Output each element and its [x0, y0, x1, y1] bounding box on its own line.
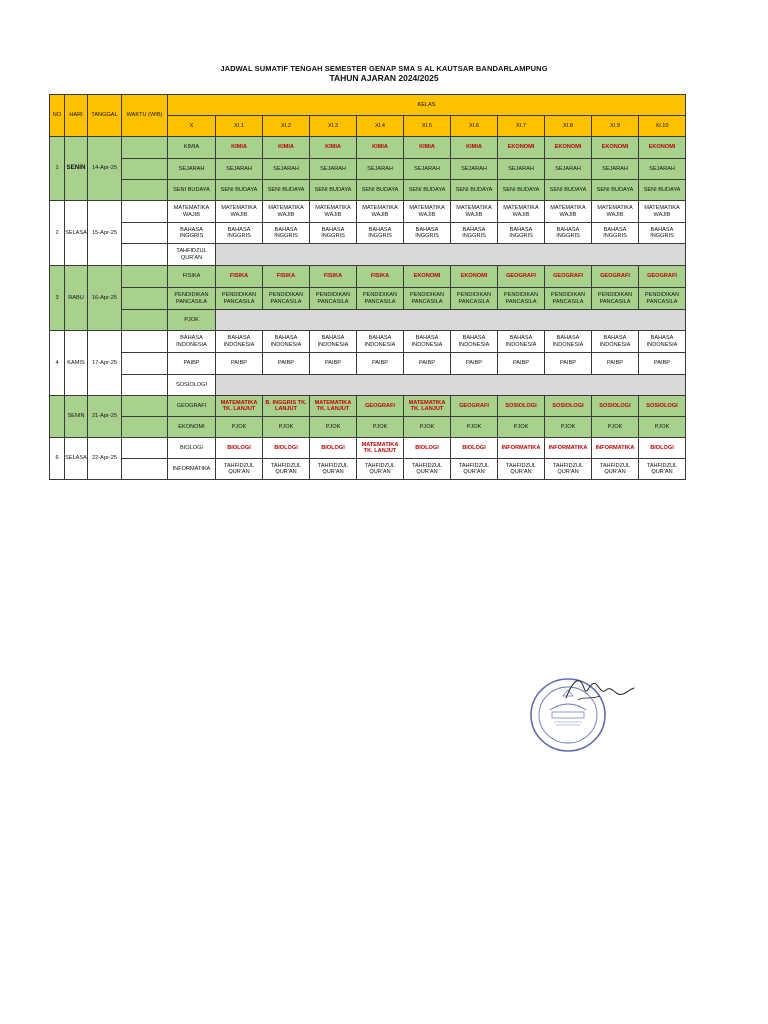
subject-cell: PENDIDIKAN PANCASILA — [498, 288, 545, 310]
subject-cell: B. INGGRIS TK. LANJUT — [263, 396, 310, 417]
subject-cell: KIMIA — [357, 137, 404, 159]
subject-cell: TAHFIDZUL QUR'AN — [639, 459, 686, 480]
subject-cell: BAHASA INGGRIS — [310, 223, 357, 244]
subject-cell: PENDIDIKAN PANCASILA — [263, 288, 310, 310]
subject-cell: BAHASA INDONESIA — [263, 331, 310, 353]
day-name: SENIN — [65, 137, 88, 201]
subject-cell: PJOK — [639, 417, 686, 438]
subject-cell: BAHASA INDONESIA — [545, 331, 592, 353]
time-cell — [122, 438, 168, 459]
subject-cell: EKONOMI — [639, 137, 686, 159]
day-number: 6 — [50, 438, 65, 480]
subject-cell: PJOK — [216, 417, 263, 438]
subject-cell: TAHFIDZUL QUR'AN — [357, 459, 404, 480]
document-title: JADWAL SUMATIF TENGAH SEMESTER GENAP SMA S AL KAUTSAR BANDARLAMPUNG — [220, 64, 548, 73]
subject-cell: PENDIDIKAN PANCASILA — [451, 288, 498, 310]
subject-cell: PAIBP — [498, 353, 545, 375]
empty-cell — [216, 310, 686, 331]
time-cell — [122, 331, 168, 353]
table-row — [50, 417, 686, 438]
table-row — [50, 310, 686, 331]
day-name: SELASA — [65, 201, 88, 266]
subject-cell: SENI BUDAYA — [357, 180, 404, 201]
subject-cell: BAHASA INDONESIA — [498, 331, 545, 353]
header-kelas: KELAS — [168, 95, 686, 116]
subject-cell: TAHFIDZUL QUR'AN — [451, 459, 498, 480]
header-class: XI.2 — [263, 116, 310, 137]
time-cell — [122, 288, 168, 310]
subject-cell: TAHFIDZUL QUR'AN — [498, 459, 545, 480]
subject-cell: INFORMATIKA — [592, 438, 639, 459]
subject-cell: PJOK — [404, 417, 451, 438]
subject-cell: PAIBP — [592, 353, 639, 375]
subject-cell: KIMIA — [263, 137, 310, 159]
subject-cell: KIMIA — [216, 137, 263, 159]
subject-cell: BAHASA INDONESIA — [357, 331, 404, 353]
subject-cell: SEJARAH — [451, 159, 498, 180]
subject-cell: SEJARAH — [263, 159, 310, 180]
time-cell — [122, 459, 168, 480]
table-row — [50, 180, 686, 201]
subject-cell: TAHFIDZUL QUR'AN — [168, 244, 216, 266]
subject-cell: PAIBP — [639, 353, 686, 375]
header-class: XI.9 — [592, 116, 639, 137]
table-row — [50, 159, 686, 180]
header-class: XI.1 — [216, 116, 263, 137]
day-date: 21-Apr-25 — [88, 396, 122, 438]
subject-cell: SOSIOLOGI — [592, 396, 639, 417]
subject-cell: KIMIA — [168, 137, 216, 159]
day-name: SENIN — [65, 396, 88, 438]
table-row — [50, 266, 686, 288]
subject-cell: PJOK — [592, 417, 639, 438]
header-class: XI.5 — [404, 116, 451, 137]
subject-cell: SOSIOLOGI — [168, 375, 216, 396]
subject-cell: BIOLOGI — [216, 438, 263, 459]
schedule-table — [49, 94, 686, 480]
subject-cell: SEJARAH — [357, 159, 404, 180]
table-row — [50, 244, 686, 266]
subject-cell: SENI BUDAYA — [451, 180, 498, 201]
subject-cell: FISIKA — [310, 266, 357, 288]
subject-cell: MATEMATIKA WAJIB — [168, 201, 216, 223]
subject-cell: BAHASA INDONESIA — [216, 331, 263, 353]
subject-cell: SENI BUDAYA — [498, 180, 545, 201]
subject-cell: MATEMATIKA WAJIB — [357, 201, 404, 223]
subject-cell: KIMIA — [310, 137, 357, 159]
subject-cell: GEOGRAFI — [357, 396, 404, 417]
subject-cell: PJOK — [357, 417, 404, 438]
header-class: X — [168, 116, 216, 137]
subject-cell: TAHFIDZUL QUR'AN — [592, 459, 639, 480]
day-number: 2 — [50, 201, 65, 266]
subject-cell: SEJARAH — [498, 159, 545, 180]
subject-cell: BAHASA INGGRIS — [216, 223, 263, 244]
subject-cell: BAHASA INDONESIA — [404, 331, 451, 353]
subject-cell: EKONOMI — [404, 266, 451, 288]
subject-cell: BAHASA INGGRIS — [545, 223, 592, 244]
header-class: XI.10 — [639, 116, 686, 137]
subject-cell: INFORMATIKA — [498, 438, 545, 459]
subject-cell: PAIBP — [357, 353, 404, 375]
subject-cell: MATEMATIKA TK. LANJUT — [404, 396, 451, 417]
subject-cell: BIOLOGI — [639, 438, 686, 459]
subject-cell: PJOK — [451, 417, 498, 438]
subject-cell: BAHASA INGGRIS — [498, 223, 545, 244]
time-cell — [122, 180, 168, 201]
day-date: 15-Apr-25 — [88, 201, 122, 266]
header-class: XI.6 — [451, 116, 498, 137]
subject-cell: PENDIDIKAN PANCASILA — [216, 288, 263, 310]
subject-cell: SENI BUDAYA — [545, 180, 592, 201]
subject-cell: SEJARAH — [545, 159, 592, 180]
subject-cell: BIOLOGI — [404, 438, 451, 459]
subject-cell: FISIKA — [357, 266, 404, 288]
time-cell — [122, 137, 168, 159]
subject-cell: BIOLOGI — [263, 438, 310, 459]
academic-year-title: TAHUN AJARAN 2024/2025 — [329, 73, 439, 83]
subject-cell: MATEMATIKA WAJIB — [216, 201, 263, 223]
subject-cell: SEJARAH — [216, 159, 263, 180]
header-class: XI.4 — [357, 116, 404, 137]
subject-cell: MATEMATIKA WAJIB — [592, 201, 639, 223]
header-class: XI.3 — [310, 116, 357, 137]
table-row — [50, 396, 686, 417]
subject-cell: BAHASA INDONESIA — [168, 331, 216, 353]
subject-cell: PAIBP — [216, 353, 263, 375]
subject-cell: TAHFIDZUL QUR'AN — [310, 459, 357, 480]
table-row — [50, 137, 686, 159]
subject-cell: GEOGRAFI — [451, 396, 498, 417]
table-row — [50, 331, 686, 353]
subject-cell: PJOK — [263, 417, 310, 438]
time-cell — [122, 266, 168, 288]
subject-cell: MATEMATIKA WAJIB — [545, 201, 592, 223]
subject-cell: GEOGRAFI — [639, 266, 686, 288]
empty-cell — [216, 244, 686, 266]
subject-cell: EKONOMI — [498, 137, 545, 159]
subject-cell: MATEMATIKA WAJIB — [498, 201, 545, 223]
subject-cell: BAHASA INGGRIS — [168, 223, 216, 244]
day-date: 16-Apr-25 — [88, 266, 122, 331]
signature — [560, 670, 640, 710]
header-no: NO — [50, 95, 65, 137]
subject-cell: PJOK — [168, 310, 216, 331]
subject-cell: BAHASA INGGRIS — [451, 223, 498, 244]
subject-cell: SEJARAH — [168, 159, 216, 180]
subject-cell: SENI BUDAYA — [404, 180, 451, 201]
table-row — [50, 201, 686, 223]
subject-cell: FISIKA — [263, 266, 310, 288]
subject-cell: SOSIOLOGI — [498, 396, 545, 417]
subject-cell: GEOGRAFI — [545, 266, 592, 288]
header-row — [50, 95, 686, 116]
subject-cell: SENI BUDAYA — [310, 180, 357, 201]
time-cell — [122, 396, 168, 417]
table-row — [50, 288, 686, 310]
subject-cell: KIMIA — [404, 137, 451, 159]
subject-cell: PAIBP — [310, 353, 357, 375]
subject-cell: TAHFIDZUL QUR'AN — [263, 459, 310, 480]
subject-cell: BAHASA INDONESIA — [639, 331, 686, 353]
table-row — [50, 223, 686, 244]
day-name: SELASA — [65, 438, 88, 480]
subject-cell: TAHFIDZUL QUR'AN — [216, 459, 263, 480]
time-cell — [122, 159, 168, 180]
time-cell — [122, 244, 168, 266]
time-cell — [122, 310, 168, 331]
day-date: 17-Apr-25 — [88, 331, 122, 396]
subject-cell: PAIBP — [404, 353, 451, 375]
subject-cell: BAHASA INGGRIS — [404, 223, 451, 244]
subject-cell: PENDIDIKAN PANCASILA — [592, 288, 639, 310]
subject-cell: PAIBP — [451, 353, 498, 375]
subject-cell: PENDIDIKAN PANCASILA — [639, 288, 686, 310]
subject-cell: EKONOMI — [451, 266, 498, 288]
subject-cell: INFORMATIKA — [168, 459, 216, 480]
subject-cell: BAHASA INDONESIA — [451, 331, 498, 353]
subject-cell: PENDIDIKAN PANCASILA — [168, 288, 216, 310]
subject-cell: BIOLOGI — [310, 438, 357, 459]
subject-cell: SOSIOLOGI — [545, 396, 592, 417]
header-waktu: WAKTU (WIB) — [122, 95, 168, 137]
subject-cell: MATEMATIKA WAJIB — [451, 201, 498, 223]
day-number — [50, 396, 65, 438]
time-cell — [122, 375, 168, 396]
subject-cell: SEJARAH — [310, 159, 357, 180]
subject-cell: INFORMATIKA — [545, 438, 592, 459]
subject-cell: MATEMATIKA WAJIB — [404, 201, 451, 223]
subject-cell: FISIKA — [216, 266, 263, 288]
subject-cell: PJOK — [498, 417, 545, 438]
subject-cell: SENI BUDAYA — [168, 180, 216, 201]
table-row — [50, 375, 686, 396]
subject-cell: MATEMATIKA WAJIB — [310, 201, 357, 223]
subject-cell: MATEMATIKA WAJIB — [263, 201, 310, 223]
subject-cell: BAHASA INGGRIS — [357, 223, 404, 244]
subject-cell: GEOGRAFI — [592, 266, 639, 288]
subject-cell: EKONOMI — [592, 137, 639, 159]
table-row — [50, 459, 686, 480]
day-date: 22-Apr-25 — [88, 438, 122, 480]
time-cell — [122, 201, 168, 223]
subject-cell: EKONOMI — [545, 137, 592, 159]
subject-cell: BAHASA INDONESIA — [592, 331, 639, 353]
subject-cell: FISIKA — [168, 266, 216, 288]
subject-cell: PAIBP — [168, 353, 216, 375]
subject-cell: BIOLOGI — [168, 438, 216, 459]
table-row — [50, 438, 686, 459]
day-number: 3 — [50, 266, 65, 331]
subject-cell: SENI BUDAYA — [592, 180, 639, 201]
day-date: 14-Apr-25 — [88, 137, 122, 201]
subject-cell: PAIBP — [263, 353, 310, 375]
subject-cell: SENI BUDAYA — [263, 180, 310, 201]
empty-cell — [216, 375, 686, 396]
subject-cell: PJOK — [310, 417, 357, 438]
subject-cell: EKONOMI — [168, 417, 216, 438]
subject-cell: PENDIDIKAN PANCASILA — [310, 288, 357, 310]
day-number: 4 — [50, 331, 65, 396]
table-row — [50, 353, 686, 375]
subject-cell: PAIBP — [545, 353, 592, 375]
subject-cell: SENI BUDAYA — [216, 180, 263, 201]
subject-cell: GEOGRAFI — [168, 396, 216, 417]
header-hari: HARI — [65, 95, 88, 137]
subject-cell: MATEMATIKA TK. LANJUT — [357, 438, 404, 459]
subject-cell: MATEMATIKA WAJIB — [639, 201, 686, 223]
subject-cell: SEJARAH — [639, 159, 686, 180]
subject-cell: PENDIDIKAN PANCASILA — [404, 288, 451, 310]
subject-cell: SENI BUDAYA — [639, 180, 686, 201]
subject-cell: MATEMATIKA TK. LANJUT — [216, 396, 263, 417]
subject-cell: BIOLOGI — [451, 438, 498, 459]
header-tanggal: TANGGAL — [88, 95, 122, 137]
time-cell — [122, 417, 168, 438]
time-cell — [122, 353, 168, 375]
day-name: RABU — [65, 266, 88, 331]
subject-cell: SEJARAH — [404, 159, 451, 180]
subject-cell: BAHASA INGGRIS — [263, 223, 310, 244]
subject-cell: BAHASA INDONESIA — [310, 331, 357, 353]
day-name: KAMIS — [65, 331, 88, 396]
header-class: XI.7 — [498, 116, 545, 137]
subject-cell: BAHASA INGGRIS — [592, 223, 639, 244]
header-class: XI.8 — [545, 116, 592, 137]
subject-cell: PENDIDIKAN PANCASILA — [545, 288, 592, 310]
subject-cell: SEJARAH — [592, 159, 639, 180]
subject-cell: GEOGRAFI — [498, 266, 545, 288]
time-cell — [122, 223, 168, 244]
subject-cell: TAHFIDZUL QUR'AN — [545, 459, 592, 480]
subject-cell: MATEMATIKA TK. LANJUT — [310, 396, 357, 417]
subject-cell: PJOK — [545, 417, 592, 438]
subject-cell: BAHASA INGGRIS — [639, 223, 686, 244]
subject-cell: KIMIA — [451, 137, 498, 159]
subject-cell: SOSIOLOGI — [639, 396, 686, 417]
subject-cell: TAHFIDZUL QUR'AN — [404, 459, 451, 480]
day-number: 1 — [50, 137, 65, 201]
subject-cell: PENDIDIKAN PANCASILA — [357, 288, 404, 310]
